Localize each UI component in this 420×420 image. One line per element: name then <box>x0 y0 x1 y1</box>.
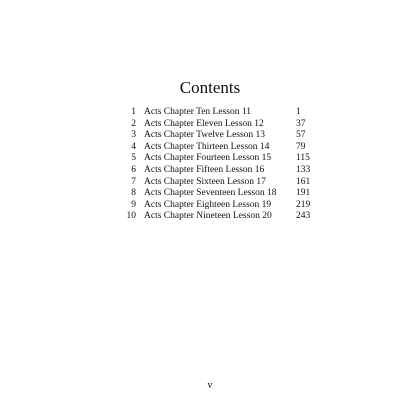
toc-page-number: 115 <box>296 153 310 164</box>
toc-number: 8 <box>131 188 136 199</box>
toc-entry-title: Acts Chapter Seventeen Lesson 18 <box>144 188 277 199</box>
toc-page-number: 1 <box>296 107 301 117</box>
toc-number: 1 <box>131 107 136 117</box>
toc-number: 2 <box>131 118 136 129</box>
toc-row[interactable] <box>118 165 328 177</box>
toc-number: 6 <box>131 164 136 175</box>
toc-number: 9 <box>131 199 136 210</box>
toc-page-number: 243 <box>296 211 311 222</box>
toc-row[interactable] <box>118 188 328 200</box>
toc-entry-title: Acts Chapter Ten Lesson 11 <box>144 107 251 117</box>
toc-page-number: 79 <box>296 141 306 152</box>
toc-entry-title: Acts Chapter Eleven Lesson 12 <box>144 118 264 129</box>
toc-number: 7 <box>131 176 136 187</box>
toc-number: 4 <box>131 141 136 152</box>
toc-entry-title: Acts Chapter Fourteen Lesson 15 <box>144 153 272 164</box>
toc-number: 10 <box>126 211 136 222</box>
toc-page-number: 161 <box>296 176 311 187</box>
toc-entry-title: Acts Chapter Twelve Lesson 13 <box>144 130 266 141</box>
toc-number: 5 <box>131 153 136 164</box>
toc-page-number: 133 <box>296 164 311 175</box>
toc-row[interactable] <box>118 119 328 131</box>
table-of-contents <box>118 107 328 223</box>
toc-entry-title: Acts Chapter Eighteen Lesson 19 <box>144 199 272 210</box>
toc-entry-title: Acts Chapter Thirteen Lesson 14 <box>144 141 270 152</box>
toc-row[interactable] <box>118 200 328 212</box>
toc-page-number: 37 <box>296 118 306 129</box>
toc-page-number: 57 <box>296 130 306 141</box>
toc-row[interactable] <box>118 107 328 119</box>
toc-row[interactable] <box>118 153 328 165</box>
toc-entry-title: Acts Chapter Fifteen Lesson 16 <box>144 164 265 175</box>
toc-row[interactable] <box>118 211 328 223</box>
toc-entry-title: Acts Chapter Nineteen Lesson 20 <box>144 211 272 222</box>
toc-row[interactable] <box>118 177 328 189</box>
toc-row[interactable] <box>118 130 328 142</box>
toc-entry-title: Acts Chapter Sixteen Lesson 17 <box>144 176 266 187</box>
toc-page-number: 219 <box>296 199 311 210</box>
toc-row[interactable] <box>118 142 328 154</box>
page-folio: v <box>207 380 213 391</box>
toc-page-number: 191 <box>296 188 311 199</box>
toc-number: 3 <box>131 130 136 141</box>
page-title: Contents <box>179 78 241 97</box>
